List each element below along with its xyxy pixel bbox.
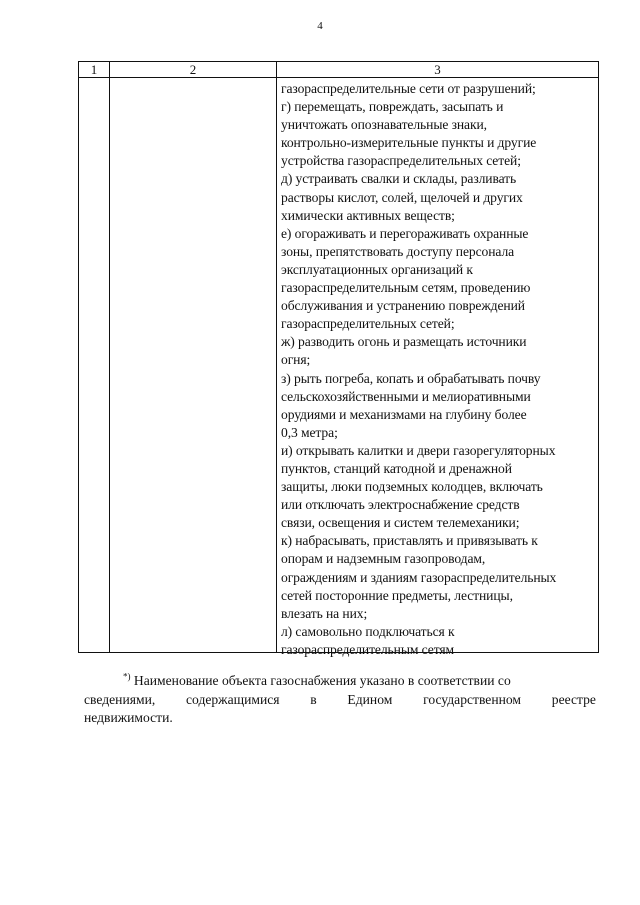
footnote-text: Наименование объекта газоснабжения указано в соответствии со [133, 673, 511, 688]
text-line: эксплуатационных организаций к [281, 261, 473, 277]
text-line: газораспределительные сети от разрушений; [281, 81, 536, 96]
text-line: и) открывать калитки и двери газорегуляторных [281, 442, 556, 458]
footnote-word: в [310, 691, 317, 707]
text-line: влезать на них; [281, 605, 368, 621]
text-line: к) набрасывать, приставлять и привязывать к [281, 533, 538, 549]
text-line: контрольно-измерительные пункты и другие [281, 135, 537, 151]
footnote-word: реестре [551, 691, 596, 707]
text-line: г) перемещать, повреждать, засыпать и [281, 99, 504, 115]
text-line: газораспределительным сетям [281, 641, 455, 657]
column-divider-2 [276, 62, 277, 652]
text-line: связи, освещения и систем телемеханики; [281, 515, 520, 531]
column-header-2: 2 [189, 62, 197, 77]
footnote-marker: *) [123, 671, 131, 682]
footnote-line-3: недвижимости. [84, 710, 173, 725]
requirements-table [78, 61, 599, 657]
text-line: сетей посторонние предметы, лестницы, [281, 587, 513, 603]
text-line: огня; [281, 352, 311, 368]
text-line: газораспределительных сетей; [281, 316, 455, 332]
page-number: 4 [317, 20, 323, 32]
column-divider-1 [109, 62, 110, 652]
text-line: газораспределительным сетям, проведению [281, 280, 531, 296]
text-line: сельскохозяйственными и мелиоративными [281, 388, 531, 404]
footnote-line-2 [84, 691, 596, 710]
column-header-1: 1 [90, 62, 98, 77]
footnote-word: сведениями, [84, 691, 156, 707]
text-line: или отключать электроснабжение средств [281, 497, 520, 513]
text-line: устройства газораспределительных сетей; [281, 153, 521, 169]
header-divider [79, 77, 598, 78]
text-line: д) устраивать свалки и склады, разливать [281, 171, 517, 187]
text-line: зоны, препятствовать доступу персонала [281, 243, 515, 259]
column-header-3: 3 [434, 62, 441, 77]
text-line: уничтожать опознавательные знаки, [281, 117, 487, 133]
text-line: з) рыть погреба, копать и обрабатывать почву [281, 370, 541, 386]
footnote-line-1 [84, 672, 596, 691]
text-line: растворы кислот, солей, щелочей и других [281, 189, 523, 205]
text-line: защиты, люки подземных колодцев, включать [281, 479, 543, 495]
footnote-word: государственном [423, 691, 522, 707]
text-line: обслуживания и устранению повреждений [281, 298, 525, 314]
text-line: 0,3 метра; [281, 424, 338, 440]
text-line: ограждениям и зданиям газораспределительных [281, 569, 557, 585]
text-line: химически активных веществ; [281, 207, 455, 223]
footnote-word: содержащимися [186, 691, 280, 707]
text-line: орудиями и механизмами на глубину более [281, 406, 527, 422]
text-line: пунктов, станций катодной и дренажной [281, 460, 512, 476]
text-line: ж) разводить огонь и размещать источники [281, 334, 527, 350]
text-line: л) самовольно подключаться к [281, 623, 455, 639]
footnote [84, 672, 596, 728]
text-line: опорам и надземным газопроводам, [281, 551, 486, 567]
column-3-text [281, 80, 599, 659]
text-line: е) огораживать и перегораживать охранные [281, 225, 529, 241]
footnote-word: Едином [347, 691, 393, 707]
